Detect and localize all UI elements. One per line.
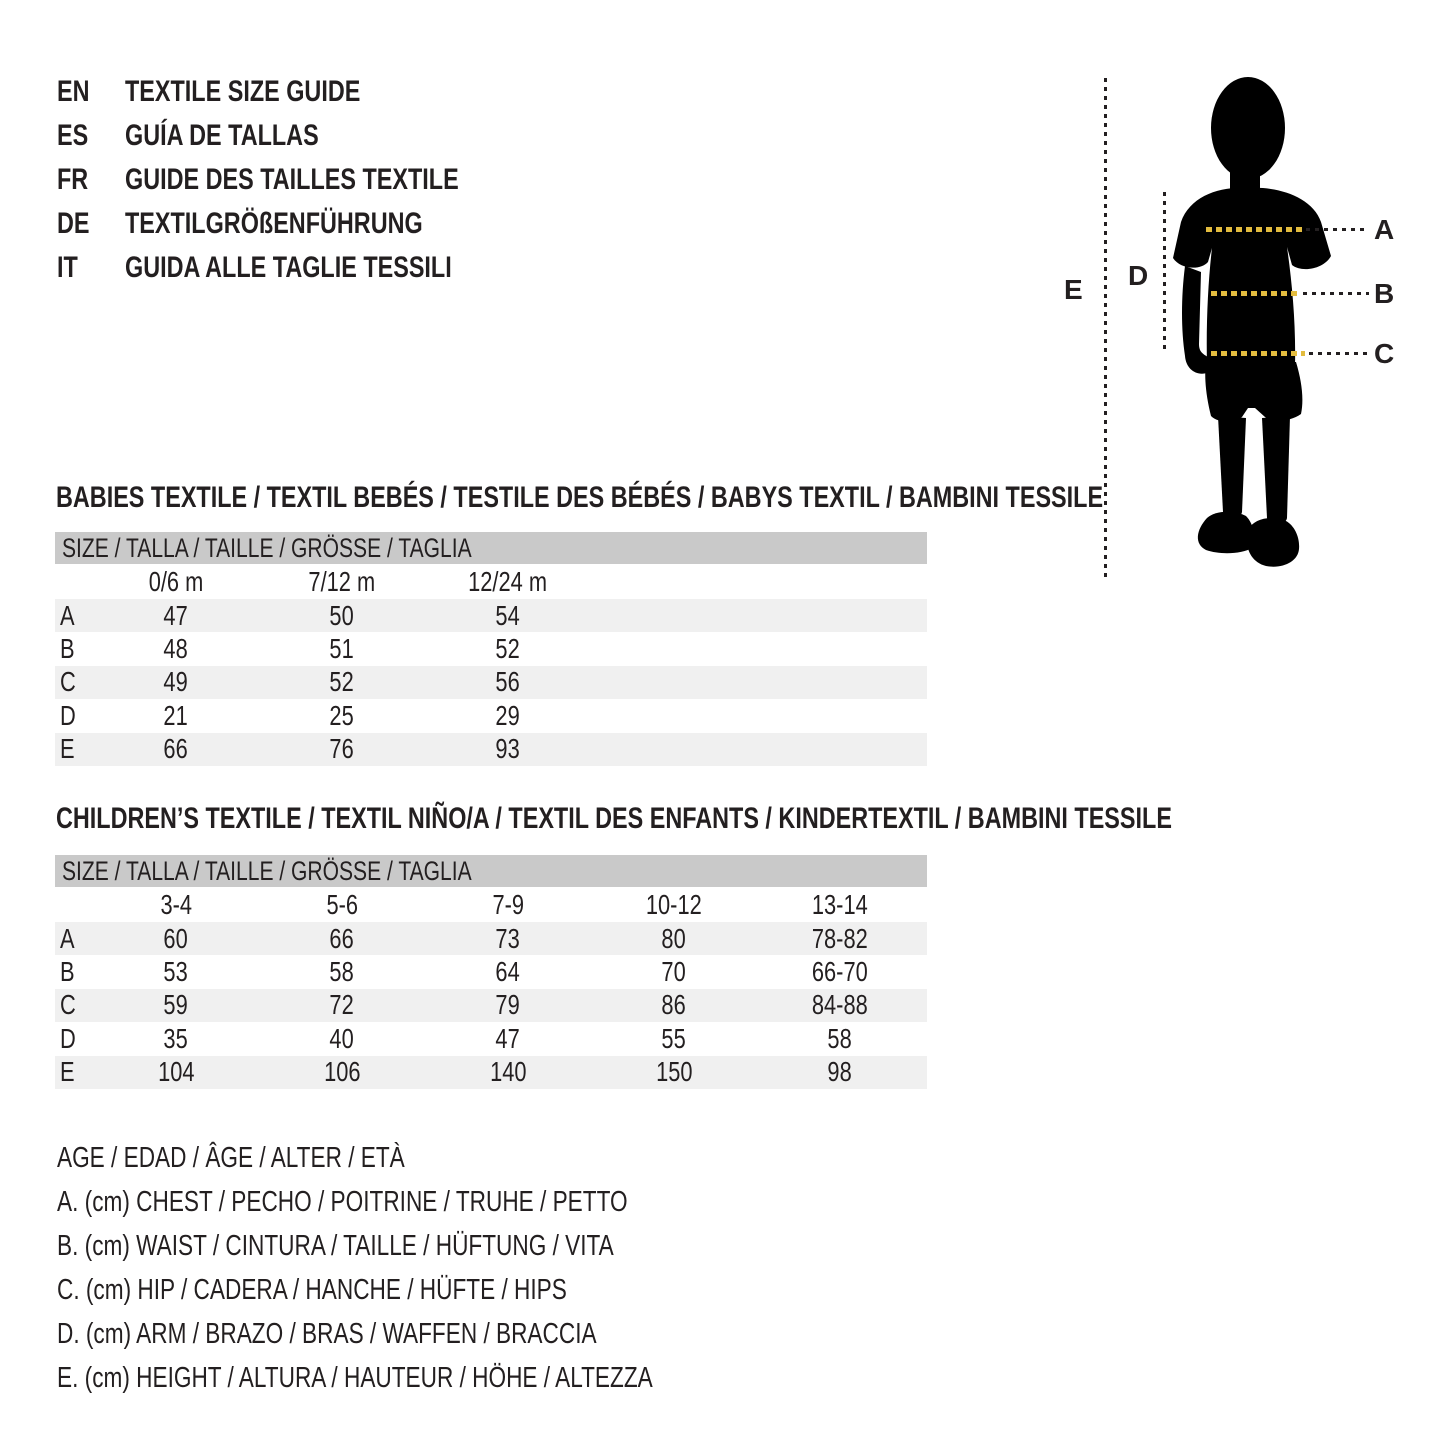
table-row-B	[55, 632, 927, 665]
value-cell: 50	[329, 599, 355, 631]
value-cell: 25	[329, 699, 355, 731]
value-cell: 35	[163, 1022, 189, 1054]
babies-size-header-bar	[55, 532, 927, 564]
value-cell: 72	[329, 989, 355, 1021]
value-cell: 58	[329, 956, 355, 988]
language-code: EN	[57, 75, 90, 108]
language-title: GUÍA DE TALLAS	[125, 119, 319, 152]
legend-hip-line: C. (cm) HIP / CADERA / HANCHE / HÜFTE / HIPS	[57, 1273, 567, 1306]
value-cell: 47	[163, 599, 189, 631]
row-label-cell	[55, 891, 93, 919]
row-label-cell: A	[60, 599, 75, 631]
value-cell: 80	[661, 922, 687, 954]
value-cell: 104	[157, 1056, 195, 1088]
row-label-cell: D	[60, 699, 76, 731]
column-header-cell: 7/12 m	[308, 565, 376, 597]
chest-dash-outside	[1306, 228, 1368, 231]
value-cell: 52	[495, 633, 521, 665]
row-label-cell: D	[60, 1022, 76, 1054]
language-title: GUIDE DES TAILLES TEXTILE	[125, 163, 459, 196]
language-row-it	[57, 246, 553, 290]
hip-dash-on-body	[1211, 351, 1305, 356]
waist-label: B	[1374, 278, 1395, 309]
measurement-legend	[57, 1136, 821, 1400]
hip-label: C	[1374, 338, 1395, 369]
language-title-block	[57, 70, 553, 290]
value-cell: 66-70	[812, 956, 868, 988]
value-cell: 66	[163, 733, 189, 765]
column-header-cell: 5-6	[326, 888, 358, 920]
value-cell: 29	[495, 699, 521, 731]
row-label-cell: B	[60, 956, 75, 988]
language-code: IT	[57, 251, 78, 284]
value-cell: 40	[329, 1022, 355, 1054]
value-cell: 56	[495, 666, 521, 698]
value-cell: 150	[655, 1056, 693, 1088]
babies-size-table	[55, 532, 927, 766]
language-code: DE	[57, 207, 90, 240]
table-row-E	[55, 1056, 927, 1089]
table-row-D	[55, 1022, 927, 1055]
column-header-row	[55, 564, 927, 599]
size-header-text: SIZE / TALLA / TAILLE / GRÖSSE / TAGLIA	[62, 532, 472, 563]
value-cell: 60	[163, 922, 189, 954]
babies-heading-text: BABIES TEXTILE / TEXTIL BEBÉS / TESTILE DES BÉBÉS / BABYS TEXTIL / BAMBINI TESSILE	[56, 481, 1104, 514]
language-code: ES	[57, 119, 89, 152]
row-label-cell: C	[60, 666, 76, 698]
table-row-A	[55, 922, 927, 955]
value-cell: 64	[495, 956, 521, 988]
babies-section-heading	[56, 483, 1398, 513]
table-row-B	[55, 955, 927, 988]
value-cell: 140	[489, 1056, 527, 1088]
value-cell: 106	[323, 1056, 361, 1088]
column-header-cell: 0/6 m	[148, 565, 204, 597]
table-row-C	[55, 989, 927, 1022]
value-cell: 53	[163, 956, 189, 988]
value-cell: 93	[495, 733, 521, 765]
value-cell: 58	[827, 1022, 853, 1054]
value-cell: 21	[163, 699, 189, 731]
column-header-cell: 10-12	[646, 888, 702, 920]
size-header-text: SIZE / TALLA / TAILLE / GRÖSSE / TAGLIA	[62, 855, 472, 886]
row-label-cell: E	[60, 1056, 75, 1088]
value-cell: 59	[163, 989, 189, 1021]
value-cell: 86	[661, 989, 687, 1021]
table-row-E	[55, 733, 927, 766]
arm-dotted-line	[1163, 192, 1166, 350]
row-label-cell	[55, 568, 93, 596]
hip-dash-outside	[1309, 352, 1369, 355]
value-cell: 55	[661, 1022, 687, 1054]
table-row-A	[55, 599, 927, 632]
language-code: FR	[57, 163, 89, 196]
row-label-cell: E	[60, 733, 75, 765]
value-cell: 66	[329, 922, 355, 954]
legend-chest-line: A. (cm) CHEST / PECHO / POITRINE / TRUHE / PETTO	[57, 1185, 628, 1218]
value-cell: 84-88	[812, 989, 868, 1021]
children-size-header-bar	[55, 855, 927, 887]
legend-waist-line: B. (cm) WAIST / CINTURA / TAILLE / HÜFTUNG / VITA	[57, 1229, 614, 1262]
children-size-table	[55, 855, 927, 1089]
language-row-de	[57, 202, 553, 246]
value-cell: 98	[827, 1056, 853, 1088]
height-label: E	[1064, 274, 1083, 305]
language-row-es	[57, 114, 553, 158]
waist-dash-outside	[1303, 292, 1369, 295]
language-row-en	[57, 70, 553, 114]
column-header-cell: 12/24 m	[468, 565, 548, 597]
waist-dash-on-body	[1211, 291, 1299, 296]
table-row-D	[55, 699, 927, 732]
value-cell: 78-82	[812, 922, 868, 954]
column-header-cell: 7-9	[492, 888, 524, 920]
children-section-heading	[56, 804, 1445, 834]
table-row-C	[55, 666, 927, 699]
row-label-cell: A	[60, 922, 75, 954]
value-cell: 76	[329, 733, 355, 765]
value-cell: 49	[163, 666, 189, 698]
value-cell: 47	[495, 1022, 521, 1054]
language-row-fr	[57, 158, 553, 202]
value-cell: 79	[495, 989, 521, 1021]
chest-dash-on-body	[1206, 227, 1302, 232]
legend-age-line: AGE / EDAD / ÂGE / ALTER / ETÀ	[57, 1141, 405, 1174]
row-label-cell: C	[60, 989, 76, 1021]
value-cell: 51	[329, 633, 355, 665]
arm-label: D	[1128, 260, 1149, 291]
language-title: TEXTILE SIZE GUIDE	[125, 75, 361, 108]
value-cell: 48	[163, 633, 189, 665]
column-header-cell: 3-4	[160, 888, 192, 920]
value-cell: 73	[495, 922, 521, 954]
legend-height-line: E. (cm) HEIGHT / ALTURA / HAUTEUR / HÖHE / ALTEZZA	[57, 1361, 653, 1394]
chest-label: A	[1374, 214, 1395, 245]
column-header-cell: 13-14	[812, 888, 868, 920]
language-title: GUIDA ALLE TAGLIE TESSILI	[125, 251, 452, 284]
value-cell: 70	[661, 956, 687, 988]
language-title: TEXTILGRÖßENFÜHRUNG	[125, 207, 423, 240]
column-header-row	[55, 887, 927, 922]
value-cell: 52	[329, 666, 355, 698]
legend-arm-line: D. (cm) ARM / BRAZO / BRAS / WAFFEN / BRACCIA	[57, 1317, 597, 1350]
row-label-cell: B	[60, 633, 75, 665]
children-heading-text: CHILDREN’S TEXTILE / TEXTIL NIÑO/A / TEXTIL DES ENFANTS / KINDERTEXTIL / BAMBINI TESSILE	[56, 802, 1172, 835]
value-cell: 54	[495, 599, 521, 631]
